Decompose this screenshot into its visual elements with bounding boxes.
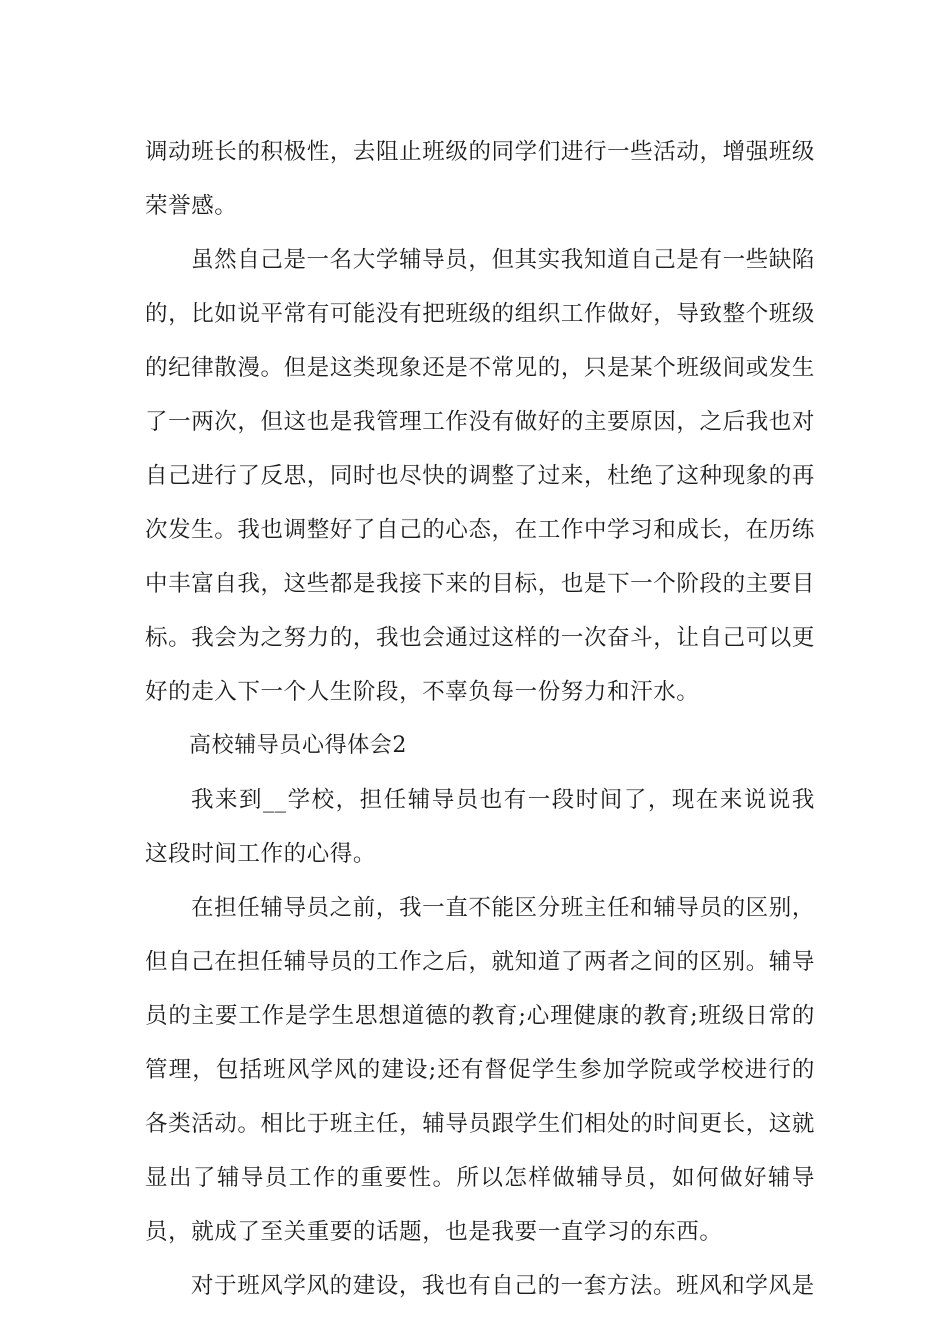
paragraph-role-difference: 在担任辅导员之前，我一直不能区分班主任和辅导员的区别，但自己在担任辅导员的工作之后，就知道了两者之间的区别。辅导员的主要工作是学生思想道德的教育;心理健康的教育;班级日常的管理，包括班风学风的建设;还有督促学生参加学院或学校进行的各类活动。相比于班主任，辅导员跟学生们相处的时间更长，这就显出了辅导员工作的重要性。所以怎样做辅导员，如何做好辅导员，就成了至关重要的话题，也是我要一直学习的东西。 bbox=[145, 895, 815, 1245]
paragraph-counselor-reflection: 虽然自己是一名大学辅导员，但其实我知道自己是有一些缺陷的，比如说平常有可能没有把班级的组织工作做好，导致整个班级的纪律散漫。但是这类现象还是不常见的，只是某个班级间或发生了一两次，但这也是我管理工作没有做好的主要原因，之后我也对自己进行了反思，同时也尽快的调整了过来，杜绝了这种现象的再次发生。我也调整好了自己的心态，在工作中学习和成长，在历练中丰富自我，这些都是我接下来的目标，也是下一个阶段的主要目标。我会为之努力的，我也会通过这样的一次奋斗，让自己可以更好的走入下一个人生阶段，不辜负每一份努力和汗水。 bbox=[145, 247, 815, 705]
paragraph-intro: 我来到__学校，担任辅导员也有一段时间了，现在来说说我这段时间工作的心得。 bbox=[145, 787, 815, 867]
section-heading: 高校辅导员心得体会2 bbox=[189, 733, 407, 758]
paragraph-class-style: 对于班风学风的建设，我也有自己的一套方法。班风和学风是 bbox=[191, 1273, 815, 1299]
document-body bbox=[145, 125, 815, 1313]
paragraph-continued: 调动班长的积极性，去阻止班级的同学们进行一些活动，增强班级荣誉感。 bbox=[145, 139, 815, 219]
